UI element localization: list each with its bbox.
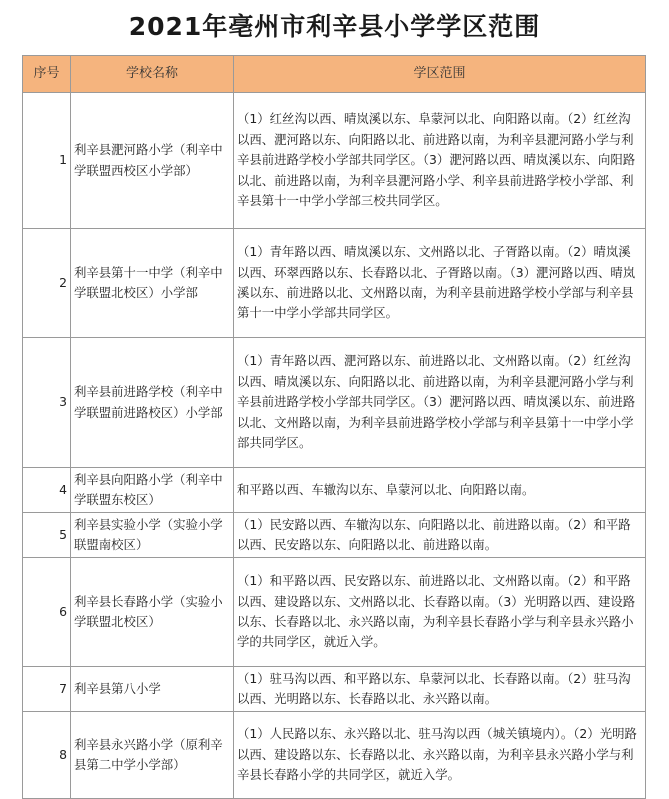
table-row [23,513,646,558]
row-district-range: （1）民安路以西、车辙沟以东、向阳路以北、前进路以南。（2）和平路以西、民安路以东、向阳路以北、前进路以南。 [234,513,646,558]
row-district-range: （1）驻马沟以西、和平路以东、阜蒙河以北、长春路以南。（2）驻马沟以西、光明路以东、长春路以北、永兴路以南。 [234,667,646,712]
table-row [23,338,646,468]
row-serial-number: 1 [23,93,71,229]
table-row [23,229,646,338]
header-school-name: 学校名称 [71,56,234,93]
row-serial-number: 2 [23,229,71,338]
row-district-range: （1）青年路以西、晴岚溪以东、文州路以北、子胥路以南。（2）晴岚溪以西、环翠西路以东、长春路以北、子胥路以南。（3）淝河路以西、晴岚溪以东、前进路以北、文州路以南，为利辛县前进路学校小学部与利辛县第十一中学小学部共同学区。 [234,229,646,338]
row-serial-number: 8 [23,712,71,799]
school-district-table [22,55,646,799]
table-row [23,93,646,229]
row-school-name: 利辛县第十一中学（利辛中学联盟北校区）小学部 [71,229,234,338]
row-school-name: 利辛县前进路学校（利辛中学联盟前进路校区）小学部 [71,338,234,468]
row-serial-number: 7 [23,667,71,712]
row-school-name: 利辛县长春路小学（实验小学联盟北校区） [71,558,234,667]
row-district-range: （1）青年路以西、淝河路以东、前进路以北、文州路以南。（2）红丝沟以西、晴岚溪以东、向阳路以北、前进路以南，为利辛县淝河路小学与利辛县前进路学校小学部共同学区。（3）淝河路以西、晴岚溪以东、前进路以北、文州路以南，为利辛县前进路学校小学部与利辛县第十一中学小学部共同学区。 [234,338,646,468]
row-district-range: （1）和平路以西、民安路以东、前进路以北、文州路以南。（2）和平路以西、建设路以东、文州路以北、长春路以南。（3）光明路以西、建设路以东、长春路以北、永兴路以南，为利辛县长春路小学与利辛县永兴路小学的共同学区，就近入学。 [234,558,646,667]
row-school-name: 利辛县永兴路小学（原利辛县第二中学小学部） [71,712,234,799]
table-row [23,712,646,799]
row-serial-number: 6 [23,558,71,667]
header-district-range: 学区范围 [234,56,646,93]
row-school-name: 利辛县实验小学（实验小学联盟南校区） [71,513,234,558]
row-serial-number: 5 [23,513,71,558]
table-row [23,468,646,513]
row-serial-number: 3 [23,338,71,468]
table-header-row [23,56,646,93]
table-row [23,558,646,667]
header-serial-number: 序号 [23,56,71,93]
row-district-range: （1）红丝沟以西、晴岚溪以东、阜蒙河以北、向阳路以南。（2）红丝沟以西、淝河路以东、向阳路以北、前进路以南，为利辛县淝河路小学与利辛县前进路学校小学部共同学区。（3）淝河路以西、晴岚溪以东、向阳路以北、前进路以南，为利辛县淝河路小学、利辛县前进路学校小学部、利辛县第十一中学小学部三校共同学区。 [234,93,646,229]
row-district-range: 和平路以西、车辙沟以东、阜蒙河以北、向阳路以南。 [234,468,646,513]
row-school-name: 利辛县淝河路小学（利辛中学联盟西校区小学部） [71,93,234,229]
document-title: 2021年亳州市利辛县小学学区范围 [128,12,541,41]
row-district-range: （1）人民路以东、永兴路以北、驻马沟以西（城关镇境内）。（2）光明路以西、建设路以东、长春路以北、永兴路以南，为利辛县永兴路小学与利辛县长春路小学的共同学区，就近入学。 [234,712,646,799]
table-row [23,667,646,712]
row-school-name: 利辛县第八小学 [71,667,234,712]
row-serial-number: 4 [23,468,71,513]
row-school-name: 利辛县向阳路小学（利辛中学联盟东校区） [71,468,234,513]
